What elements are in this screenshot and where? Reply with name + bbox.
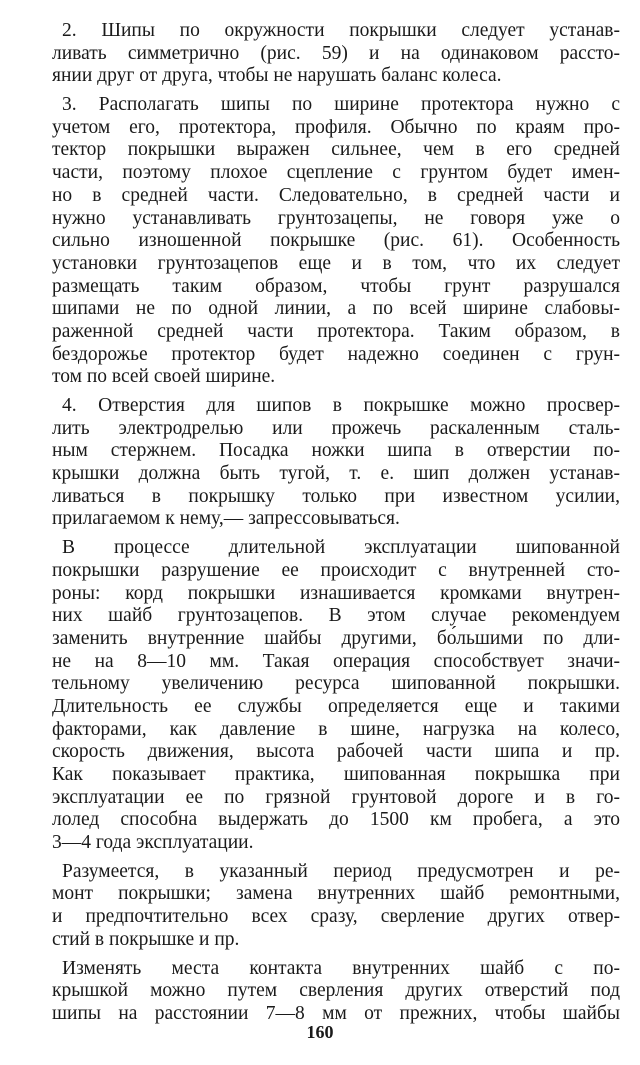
paragraph-contact (52, 958, 620, 1026)
text-line: Как показывает практика, шипованная покрышка при (52, 764, 620, 785)
text-line: бездорожье протектор будет надежно соединен с грун- (52, 343, 620, 365)
text-line: установки грунтозацепов еще и в том, что их следует (52, 252, 620, 274)
text-line: эксплуатации ее по грязной грунтовой дороге и в го- (52, 786, 620, 808)
text-line: лолед способна выдержать до 1500 км пробега, а это (52, 809, 620, 831)
text-line: и предпочтительно всех сразу, сверление других отвер- (52, 906, 620, 928)
text-line: роны: корд покрышки изнашивается кромками внутрен- (52, 582, 620, 604)
text-line: нужно устанавливать грунтозацепы, не говоря уже о (52, 207, 620, 229)
text-line: крышкой можно путем сверления других отверстий под (52, 980, 620, 1002)
text-line: сильно изношенной покрышке (рис. 61). Особенность (52, 230, 620, 252)
text-line: 3—4 года эксплуатации. (52, 832, 254, 854)
text-line: заменить внутренние шайбы другими, бо́льшими по дли- (52, 627, 620, 649)
paragraph-4 (52, 395, 620, 531)
text-line: тектор покрышки выражен сильнее, чем в его средней (52, 139, 620, 161)
text-line: размещать таким образом, чтобы грунт разрушался (52, 275, 620, 297)
page-number: 160 (306, 1022, 334, 1042)
text-line: Изменять места контакта внутренних шайб с по- (62, 957, 620, 979)
text-line: прилагаемом к нему,— запрессовываться. (52, 508, 400, 530)
text-line: тельному увеличению ресурса шипованной покрышки. (52, 673, 620, 695)
text-line: ливаться в покрышку только при известном усилии, (52, 485, 620, 507)
text-line: том по всей своей ширине. (52, 366, 276, 388)
text-line: не на 8—10 мм. Такая операция способствует значи- (52, 650, 620, 672)
text-line: монт покрышки; замена внутренних шайб ремонтными, (52, 883, 620, 905)
paragraph-2 (52, 20, 620, 88)
text-line: учетом его, протектора, профиля. Обычно по краям про- (52, 116, 620, 138)
paragraph-3 (52, 94, 620, 389)
paragraph-wear (52, 537, 620, 855)
text-line: шипы на расстоянии 7—8 мм от прежних, чтобы шайбы (52, 1002, 620, 1024)
page-text (52, 20, 620, 1032)
text-line: стий в покрышке и пр. (52, 928, 240, 950)
text-line: 3. Располагать шипы по ширине протектора нужно с (62, 94, 620, 116)
text-line: 4. Отверстия для шипов в покрышке можно просвер- (62, 395, 620, 416)
text-line: ным стержнем. Посадка ножки шипа в отверстии по- (52, 440, 620, 462)
text-line: покрышки разрушение ее происходит с внутренней сто- (52, 559, 620, 581)
paragraph-repair (52, 861, 620, 952)
text-line: янии друг от друга, чтобы не нарушать баланс колеса. (52, 65, 502, 87)
text-line: них шайб грунтозацепов. В этом случае рекомендуем (52, 605, 620, 627)
text-line: факторами, как давление в шине, нагрузка на колесо, (52, 718, 620, 740)
text-line: раженной средней части протектора. Таким образом, в (52, 320, 620, 342)
text-line: ливать симметрично (рис. 59) и на одинаковом рассто- (52, 42, 620, 64)
text-line: но в средней части. Следовательно, в средней части и (52, 184, 620, 206)
text-line: шипами не по одной линии, а по всей ширине слабовы- (52, 298, 620, 320)
text-line: лить электродрелью или прожечь раскаленным сталь- (52, 417, 620, 439)
text-line: скорость движения, высота рабочей части шипа и пр. (52, 741, 620, 763)
text-line: части, поэтому плохое сцепление с грунтом будет имен- (52, 162, 620, 184)
text-line: Длительность ее службы определяется еще и такими (52, 695, 620, 717)
text-line: Разумеется, в указанный период предусмотрен и ре- (62, 860, 620, 882)
text-line: 2. Шипы по окружности покрышки следует устанав- (62, 20, 620, 41)
text-line: В процессе длительной эксплуатации шипованной (62, 537, 620, 559)
text-line: крышки должна быть тугой, т. е. шип должен устанав- (52, 463, 620, 485)
